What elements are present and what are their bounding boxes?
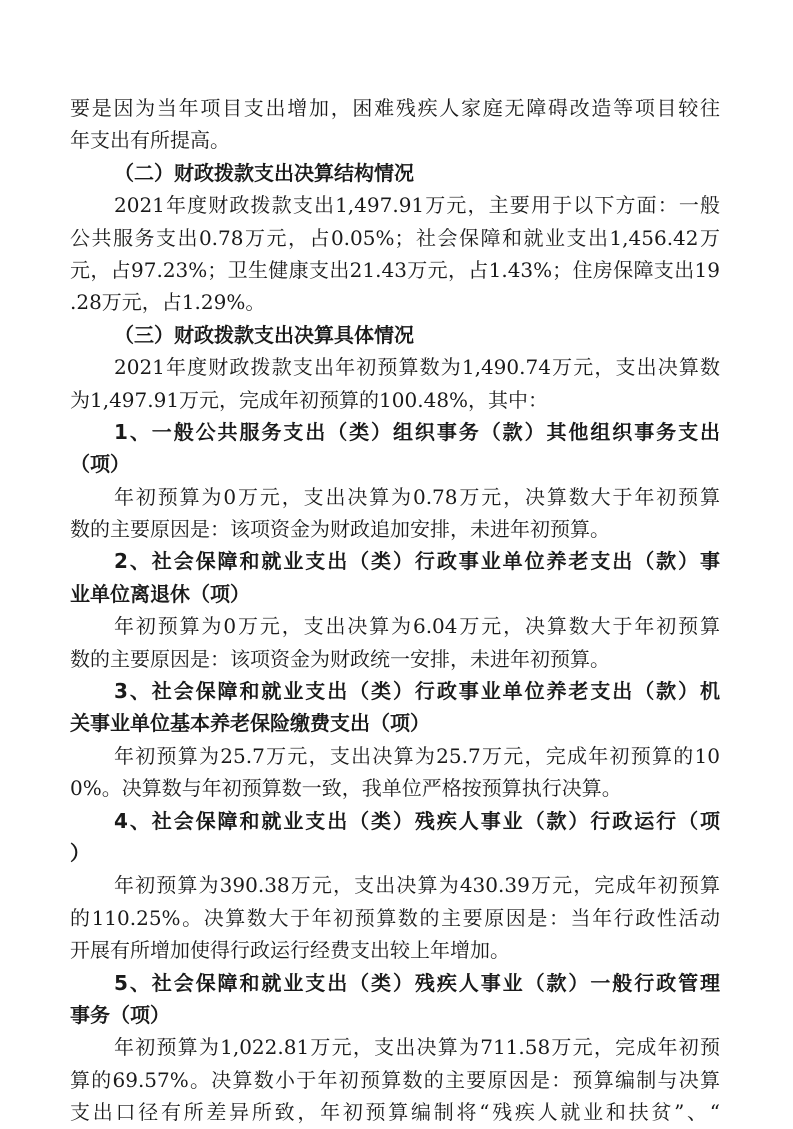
section-heading-line: 2、社会保障和就业支出（类）行政事业单位养老支出（款）事 bbox=[114, 549, 720, 574]
paragraph-line: 元，占97.23%；卫生健康支出21.43万元，占1.43%；住房保障支出19 bbox=[70, 257, 720, 282]
section-heading-line: （二）财政拨款支出决算结构情况 bbox=[114, 160, 414, 185]
paragraph-line: 要是因为当年项目支出增加，困难残疾人家庭无障碍改造等项目较往 bbox=[70, 96, 720, 120]
section-heading-line: 关事业单位基本养老保险缴费支出（项） bbox=[70, 711, 430, 736]
section-heading-line: 3、社会保障和就业支出（类）行政事业单位养老支出（款）机 bbox=[114, 679, 720, 704]
paragraph-line: 算的69.57%。决算数小于年初预算数的主要原因是：预算编制与决算 bbox=[70, 1067, 720, 1092]
paragraph-line: 公共服务支出0.78万元，占0.05%；社会保障和就业支出1,456.42万 bbox=[70, 225, 720, 250]
paragraph-line: 的110.25%。决算数大于年初预算数的主要原因是：当年行政性活动 bbox=[70, 905, 720, 930]
paragraph-line: 2021年度财政拨款支出1,497.91万元，主要用于以下方面：一般 bbox=[114, 193, 720, 218]
section-heading-line: （三）财政拨款支出决算具体情况 bbox=[114, 322, 414, 347]
paragraph-line: 年初预算为0万元，支出决算为0.78万元，决算数大于年初预算 bbox=[114, 484, 720, 509]
paragraph-line: 0%。决算数与年初预算数一致，我单位严格按预算执行决算。 bbox=[70, 776, 622, 801]
paragraph-line: 年初预算为0万元，支出决算为6.04万元，决算数大于年初预算 bbox=[114, 614, 720, 639]
section-heading-line: 1、一般公共服务支出（类）组织事务（款）其他组织事务支出 bbox=[114, 419, 720, 444]
section-heading-line: 事务（项） bbox=[70, 1002, 170, 1027]
paragraph-line: 年初预算为390.38万元，支出决算为430.39万元，完成年初预算 bbox=[114, 873, 720, 898]
paragraph-line: 2021年度财政拨款支出年初预算数为1,490.74万元，支出决算数 bbox=[114, 355, 720, 380]
paragraph-line: 支出口径有所差异所致，年初预算编制将“残疾人就业和扶贫”、“ bbox=[70, 1100, 720, 1125]
paragraph-line: 年支出有所提高。 bbox=[70, 128, 230, 153]
paragraph-line: 数的主要原因是：该项资金为财政追加安排，未进年初预算。 bbox=[70, 517, 610, 542]
paragraph-line: .28万元，占1.29%。 bbox=[70, 290, 266, 315]
section-heading-line: 4、社会保障和就业支出（类）残疾人事业（款）行政运行（项 bbox=[114, 808, 720, 833]
section-heading-line: （项） bbox=[70, 452, 130, 477]
section-heading-line: 5、社会保障和就业支出（类）残疾人事业（款）一般行政管理 bbox=[114, 970, 720, 995]
paragraph-line: 为1,497.91万元，完成年初预算的100.48%，其中： bbox=[70, 387, 549, 412]
section-heading-line: 业单位离退休（项） bbox=[70, 581, 250, 606]
section-heading-line: ） bbox=[70, 840, 90, 865]
paragraph-line: 年初预算为1,022.81万元，支出决算为711.58万元，完成年初预 bbox=[114, 1035, 720, 1060]
paragraph-line: 年初预算为25.7万元，支出决算为25.7万元，完成年初预算的10 bbox=[114, 743, 720, 768]
paragraph-line: 数的主要原因是：该项资金为财政统一安排，未进年初预算。 bbox=[70, 646, 610, 671]
document-body bbox=[70, 92, 720, 1129]
paragraph-line: 开展有所增加使得行政运行经费支出较上年增加。 bbox=[70, 938, 510, 963]
